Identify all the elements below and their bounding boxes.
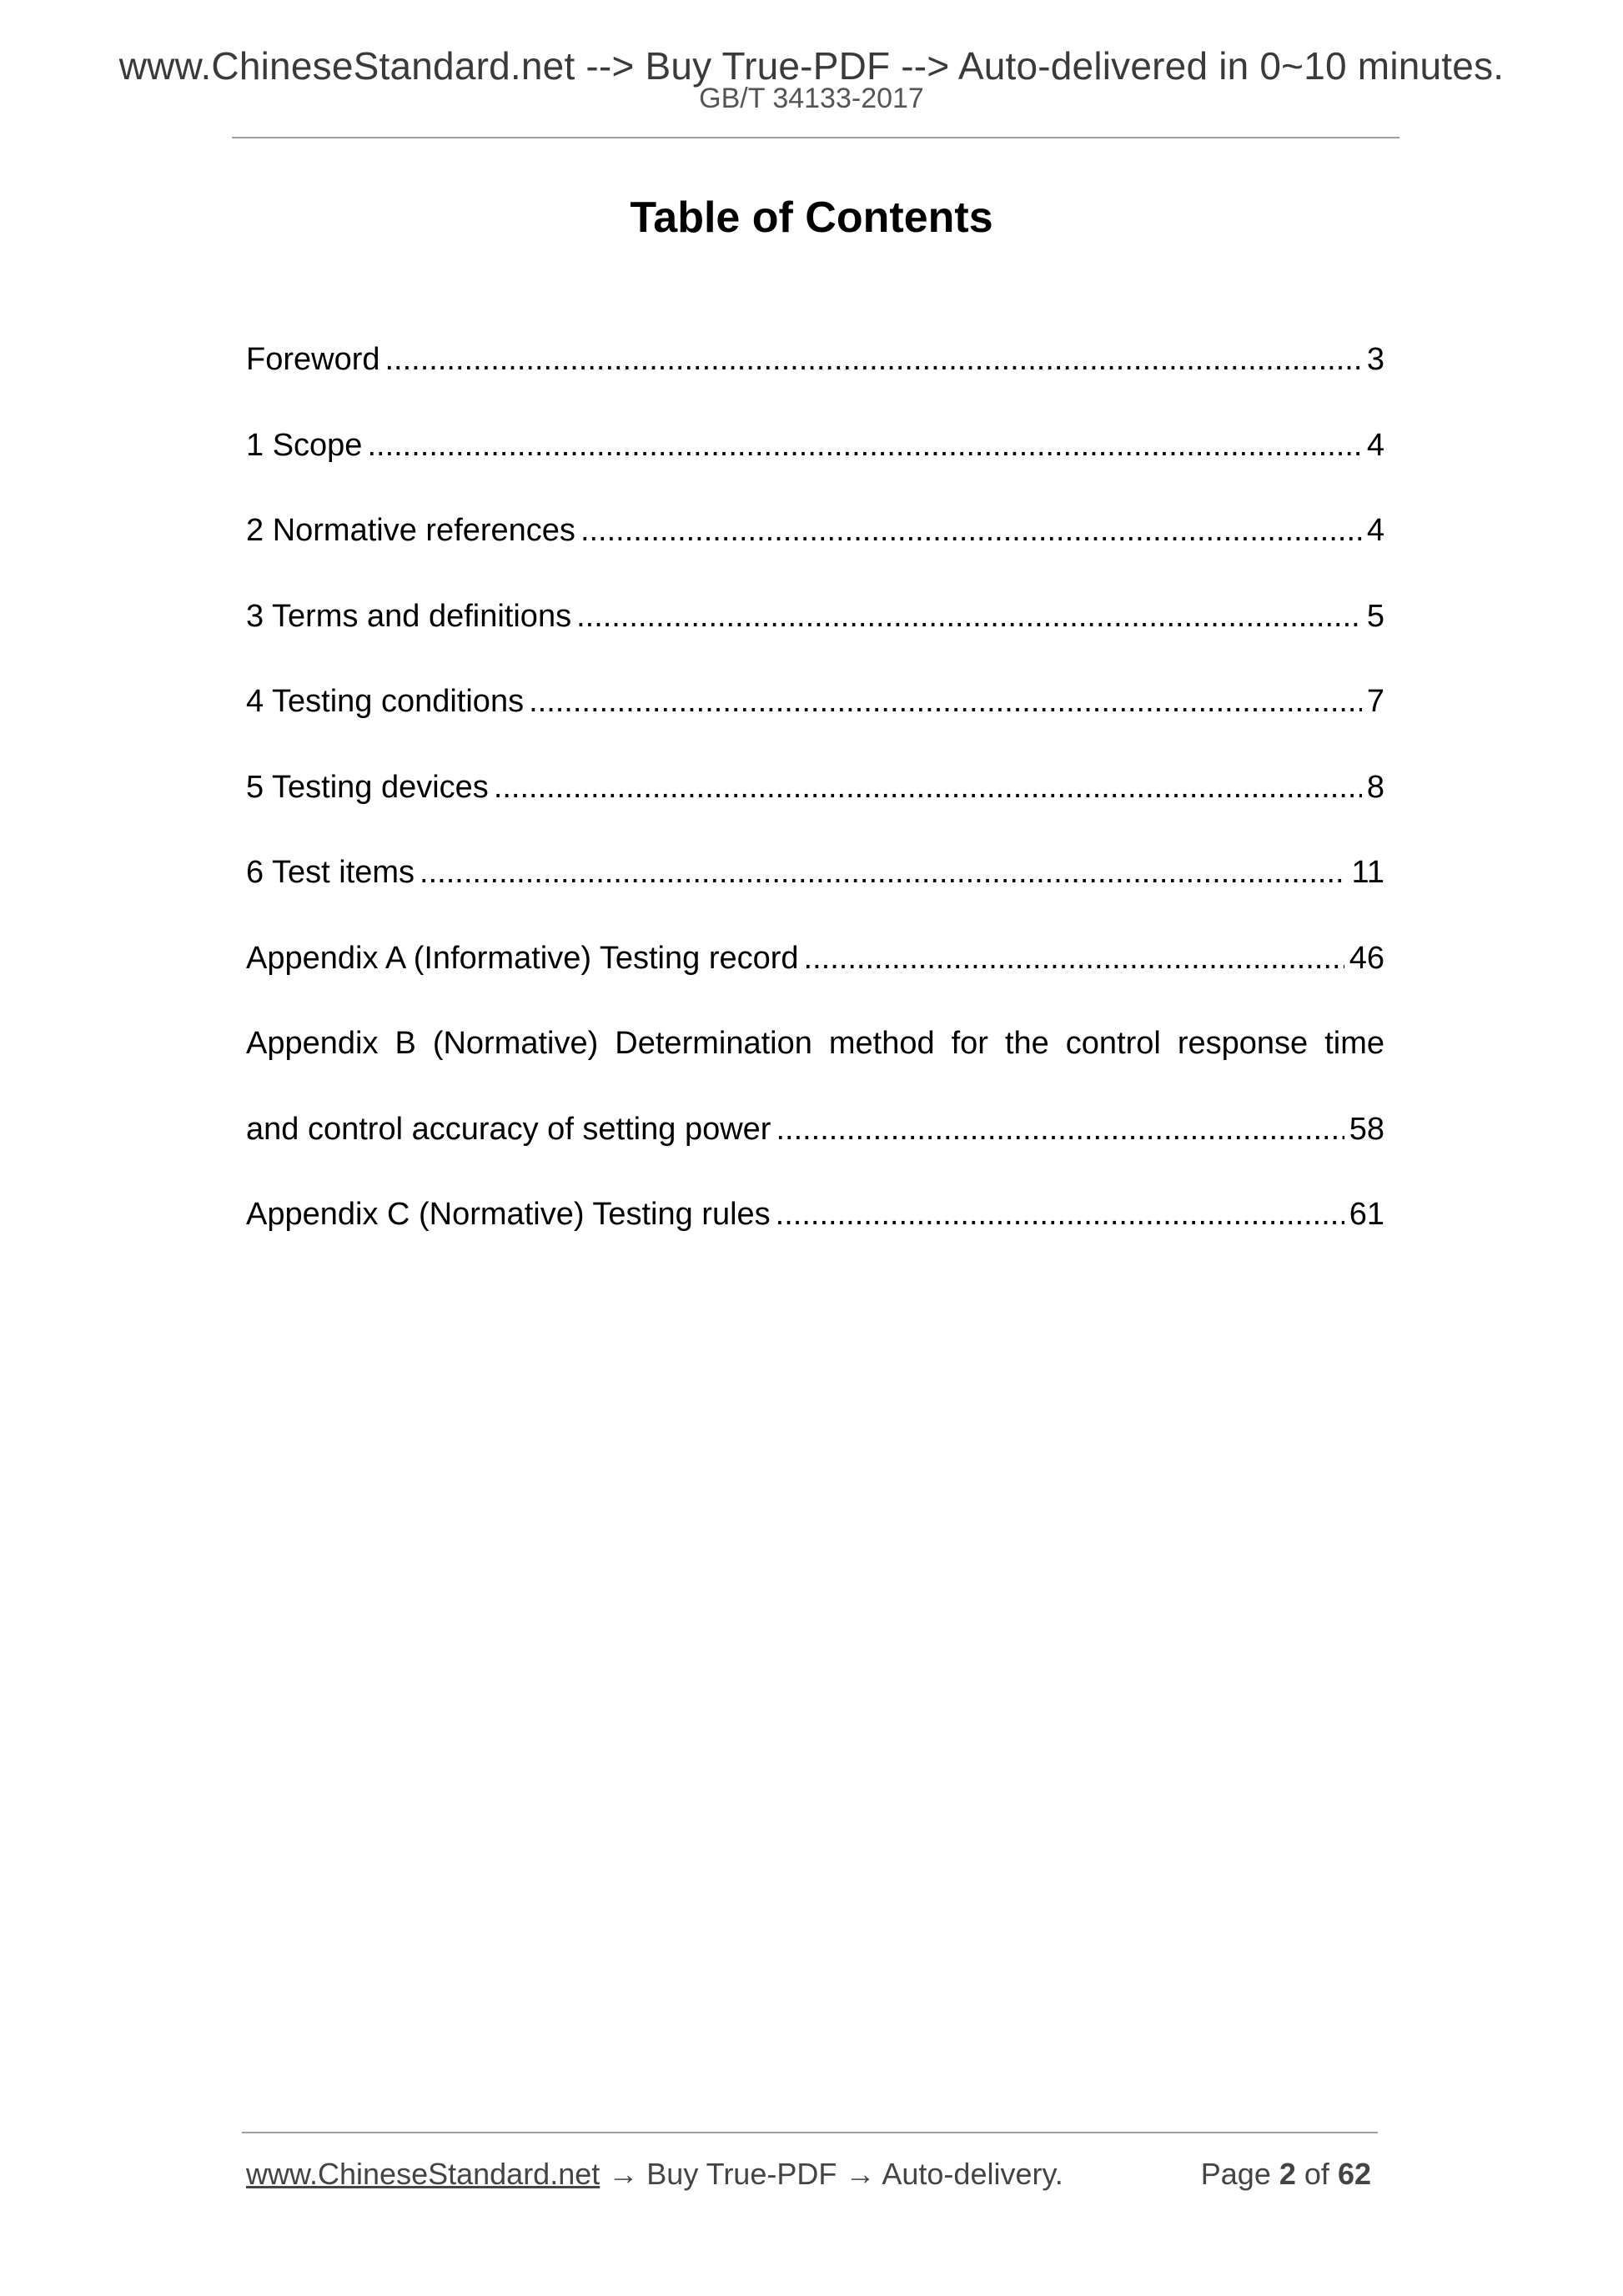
toc-word: Determination <box>615 1026 812 1061</box>
toc-entry-testing-devices[interactable] <box>246 745 1384 831</box>
toc-entry-page: 46 <box>1349 940 1384 976</box>
header-divider <box>232 137 1399 138</box>
toc-entry-appendix-a[interactable] <box>246 916 1384 1002</box>
footer-divider <box>242 2132 1378 2133</box>
toc-entry-scope[interactable] <box>246 403 1384 489</box>
toc-entry-label: Appendix C (Normative) Testing rules <box>246 1197 771 1232</box>
toc-entry-label: Foreword <box>246 342 380 377</box>
toc-entry-testing-conditions[interactable] <box>246 659 1384 745</box>
toc-entry-appendix-b-line2[interactable] <box>246 1087 1384 1173</box>
page-word: Page <box>1200 2157 1271 2191</box>
toc-entry-label: 6 Test items <box>246 855 415 890</box>
dot-leader <box>776 1087 1344 1173</box>
dot-leader <box>385 317 1362 403</box>
toc-entry-label: 4 Testing conditions <box>246 684 525 719</box>
dot-leader <box>494 745 1362 831</box>
toc-word: for <box>951 1026 988 1061</box>
page-total: 62 <box>1337 2157 1371 2191</box>
toc-word: (Normative) <box>432 1026 599 1061</box>
toc-word: Appendix <box>246 1026 379 1061</box>
dot-leader <box>580 488 1362 574</box>
toc-entry-label: 3 Terms and definitions <box>246 598 572 634</box>
toc-entry-page: 8 <box>1366 769 1384 805</box>
standard-code: GB/T 34133-2017 <box>699 83 924 114</box>
dot-leader <box>776 1172 1344 1258</box>
toc-entry-terms-and-definitions[interactable] <box>246 574 1384 660</box>
toc-entry-test-items[interactable] <box>246 830 1384 916</box>
page-title: Table of Contents <box>630 193 993 242</box>
toc-entry-appendix-c[interactable] <box>246 1172 1384 1258</box>
toc-entry-foreword[interactable] <box>246 317 1384 403</box>
arrow-right-icon: → <box>845 2157 876 2191</box>
toc-entry-page: 3 <box>1366 342 1384 377</box>
toc-entry-page: 4 <box>1366 513 1384 548</box>
table-of-contents <box>246 317 1384 1258</box>
toc-entry-page: 5 <box>1366 598 1384 634</box>
dot-leader <box>367 403 1361 489</box>
toc-entry-page: 4 <box>1366 427 1384 463</box>
toc-entry-appendix-b-line1[interactable] <box>246 1001 1384 1087</box>
toc-entry-page: 61 <box>1349 1197 1384 1232</box>
footer-promo <box>246 2155 1063 2193</box>
toc-word: B <box>394 1026 416 1061</box>
toc-entry-label: and control accuracy of setting power <box>246 1111 771 1147</box>
page-current: 2 <box>1279 2157 1296 2191</box>
toc-word: method <box>828 1026 935 1061</box>
toc-word: the <box>1004 1026 1049 1061</box>
dot-leader <box>804 916 1344 1002</box>
toc-entry-label: 1 Scope <box>246 427 363 463</box>
dot-leader <box>576 574 1362 660</box>
of-word: of <box>1304 2157 1329 2191</box>
dot-leader <box>420 830 1347 916</box>
toc-entry-label: Appendix A (Informative) Testing record <box>246 940 799 976</box>
footer-site-link[interactable]: www.ChineseStandard.net <box>246 2157 600 2191</box>
toc-word: time <box>1324 1026 1384 1061</box>
arrow-right-icon: → <box>608 2157 639 2191</box>
toc-entry-label: 5 Testing devices <box>246 769 489 805</box>
footer-delivery-text: Auto-delivery. <box>882 2157 1063 2191</box>
footer-buy-text: Buy True-PDF <box>646 2157 837 2191</box>
page-number <box>1201 2155 1371 2193</box>
toc-entry-page: 7 <box>1366 684 1384 719</box>
toc-entry-normative-references[interactable] <box>246 488 1384 574</box>
toc-entry-page: 11 <box>1351 855 1384 890</box>
toc-entry-label: 2 Normative references <box>246 513 575 548</box>
toc-word: response <box>1177 1026 1309 1061</box>
dot-leader <box>529 659 1362 745</box>
toc-entry-page: 58 <box>1349 1111 1384 1147</box>
toc-word: control <box>1065 1026 1161 1061</box>
header-banner: www.ChineseStandard.net --> Buy True-PDF --> Auto-delivered in 0~10 minutes. <box>118 44 1505 88</box>
